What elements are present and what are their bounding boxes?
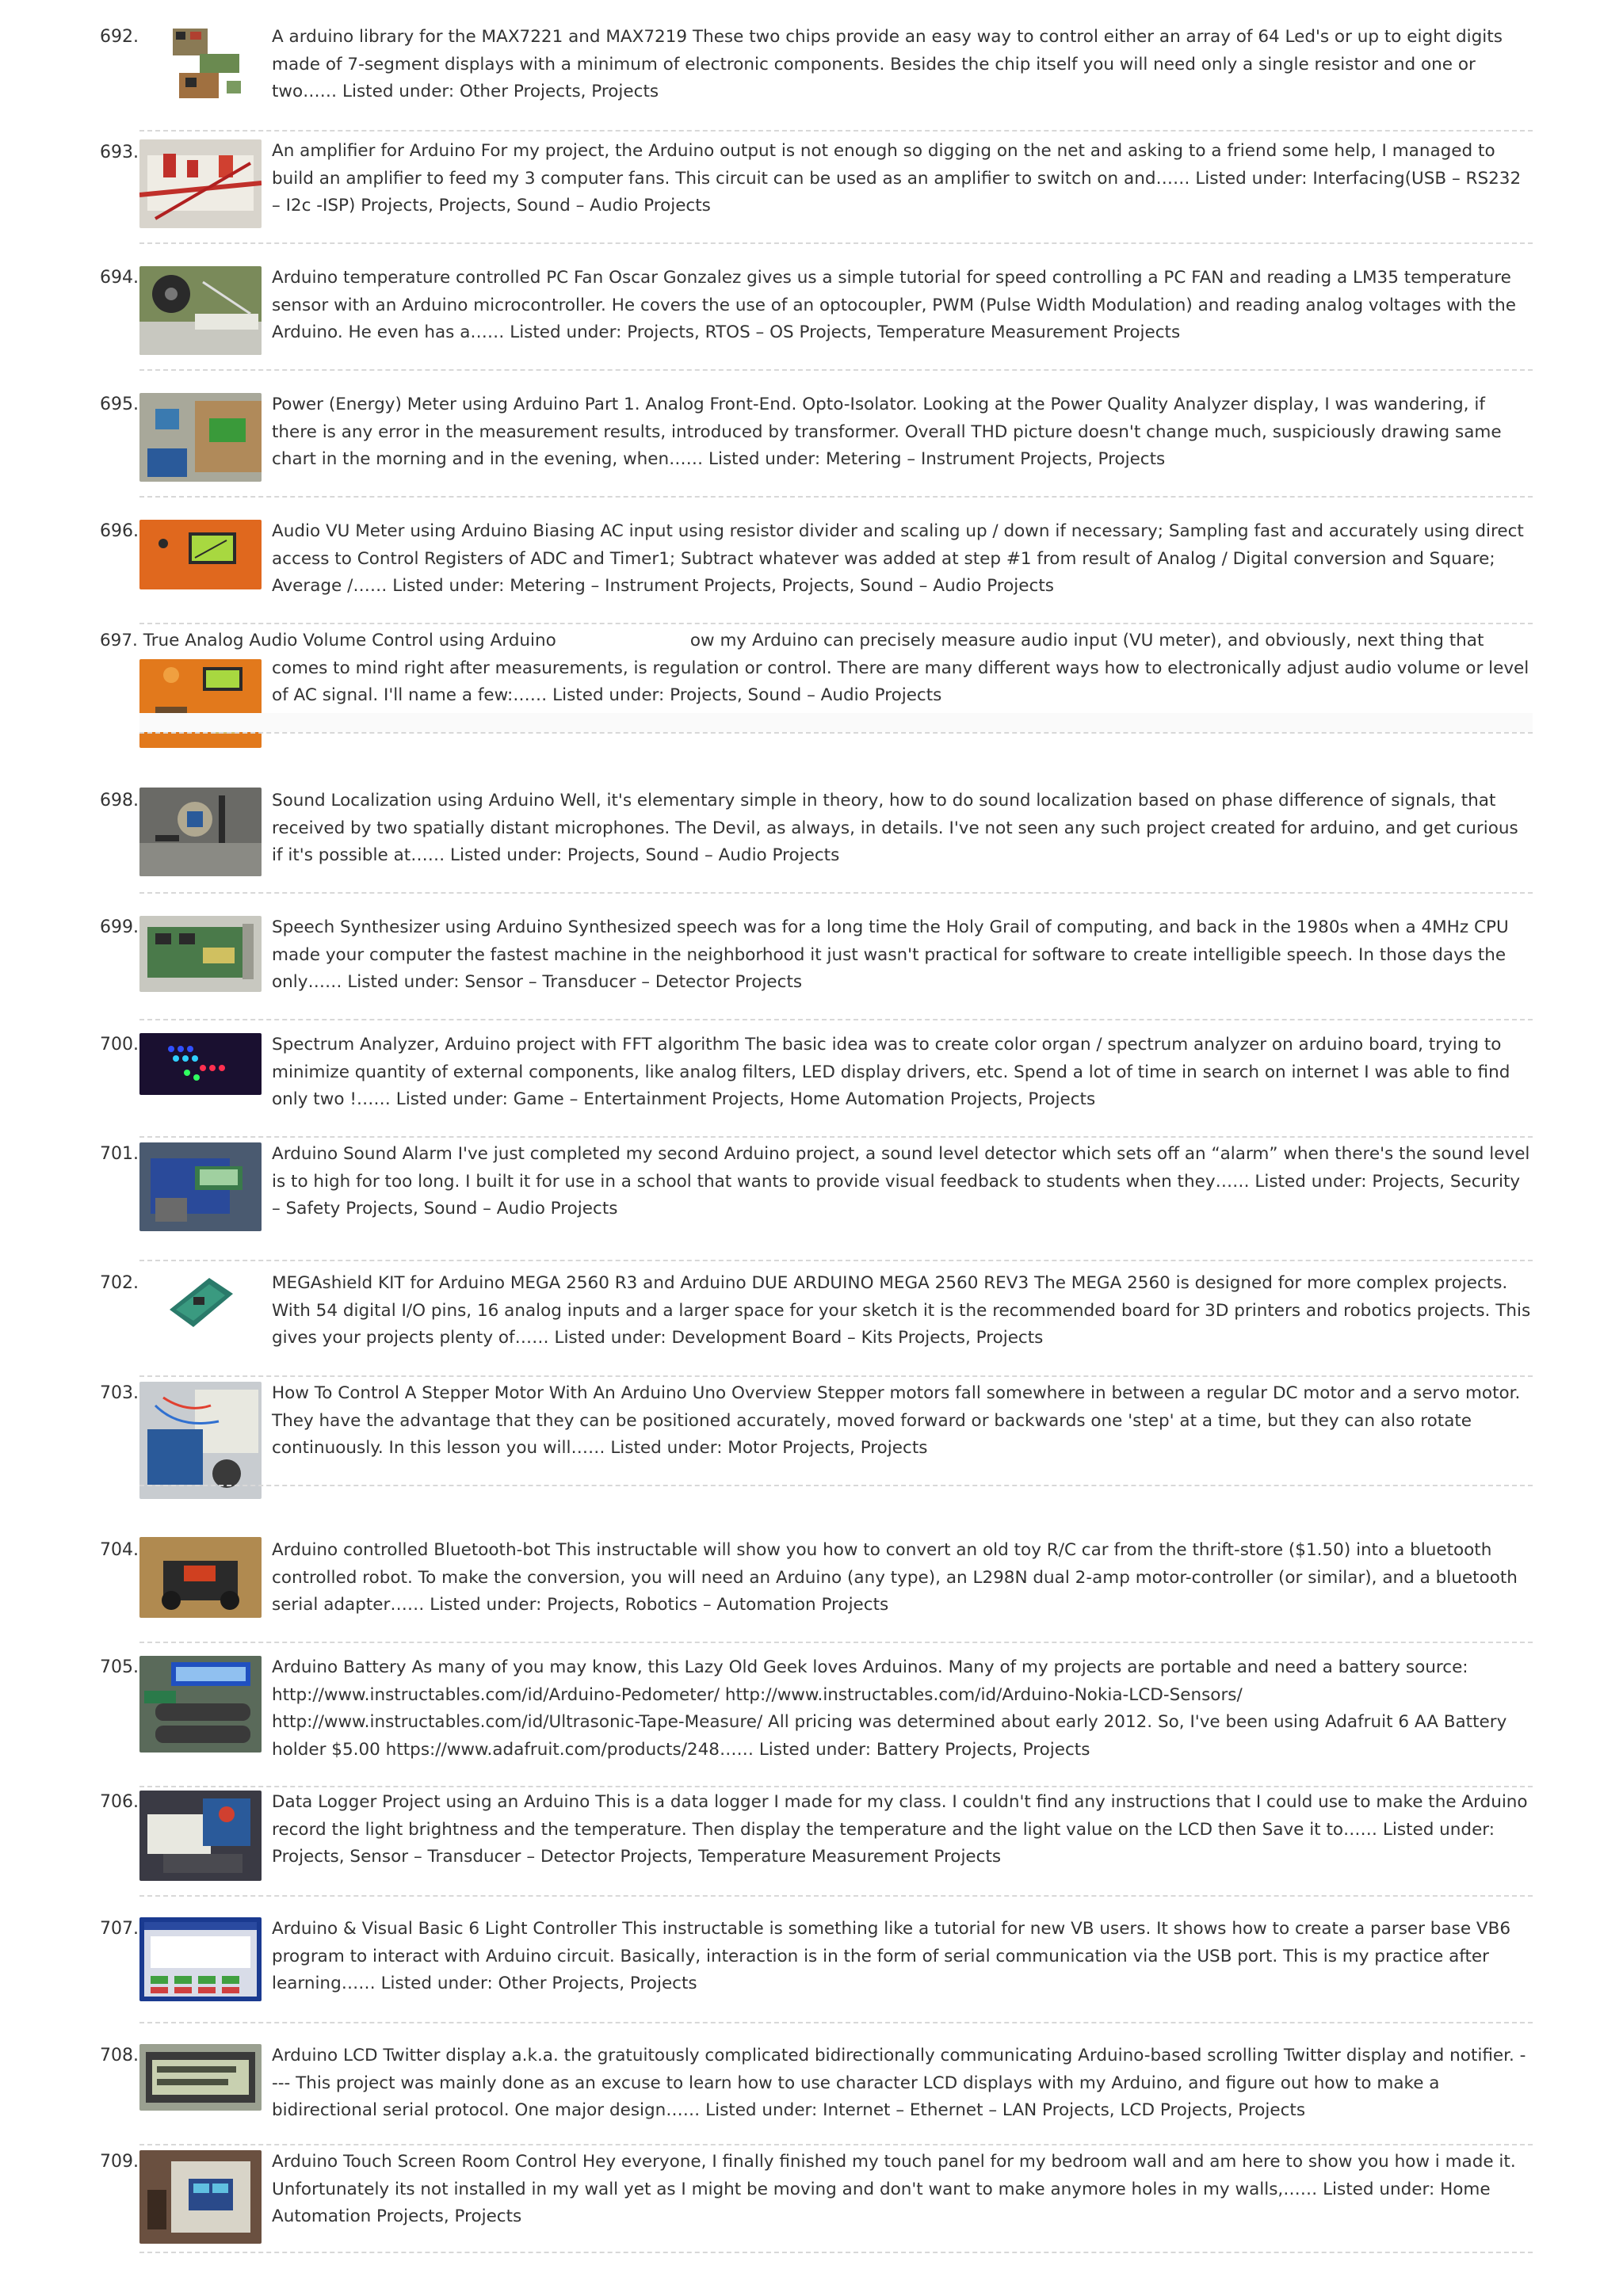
listed-under-label: Listed under: bbox=[758, 1739, 871, 1760]
item-description bbox=[272, 1654, 1532, 1764]
microphones-photo-icon[interactable] bbox=[139, 788, 262, 876]
item-number: 692. bbox=[100, 27, 139, 47]
listed-under-label: Listed under: bbox=[450, 845, 563, 865]
item-title-link[interactable]: Arduino Battery bbox=[272, 1657, 407, 1677]
divider bbox=[139, 1786, 1533, 1787]
item-categories[interactable]: Projects, Security – Safety Projects, Sound – Audio Projects bbox=[272, 1171, 1521, 1219]
item-categories[interactable]: Metering – Instrument Projects, Projects, Sound – Audio Projects bbox=[510, 576, 1054, 596]
item-text: These two chips provide an easy way to control either an array of 64 Led's or up to eight digits made of 7-segment displays with a minimum of electronic components. Besides the chip itself you will need only a single resistor and one or two…… bbox=[272, 27, 1503, 101]
item-categories[interactable]: Projects, Sensor – Transducer – Detector Projects, Temperature Measurement Projects bbox=[272, 1847, 1002, 1867]
divider bbox=[139, 369, 1533, 371]
item-description bbox=[272, 24, 1532, 106]
pc-fan-photo-icon[interactable] bbox=[139, 266, 262, 355]
battery-pack-photo-icon[interactable] bbox=[139, 1656, 262, 1753]
item-number: 703. bbox=[100, 1383, 139, 1403]
item-number: 699. bbox=[100, 917, 139, 937]
item-categories[interactable]: Internet – Ethernet – LAN Projects, LCD Projects, Projects bbox=[823, 2100, 1306, 2120]
item-number: 702. bbox=[100, 1273, 139, 1293]
item-number: 698. bbox=[100, 791, 139, 810]
listed-under-label: Listed under: bbox=[395, 1089, 508, 1109]
divider bbox=[139, 130, 1533, 132]
item-categories[interactable]: Metering – Instrument Projects, Projects bbox=[826, 449, 1166, 469]
item-number: 694. bbox=[100, 268, 139, 288]
item-description bbox=[272, 518, 1532, 601]
touch-panel-photo-icon[interactable] bbox=[139, 2150, 262, 2244]
item-categories[interactable]: Other Projects, Projects bbox=[498, 1974, 697, 1993]
item-title-link[interactable]: True Analog Audio Volume Control using Arduino bbox=[143, 631, 556, 650]
item-number: 693. bbox=[100, 143, 139, 162]
item-number: 706. bbox=[100, 1792, 139, 1812]
item-categories[interactable]: Home Automation Projects, Projects bbox=[272, 2179, 1491, 2226]
divider bbox=[139, 732, 1533, 734]
lcd-display-photo-icon[interactable] bbox=[139, 2044, 262, 2111]
item-description bbox=[272, 138, 1532, 220]
item-categories[interactable]: Other Projects, Projects bbox=[460, 82, 659, 101]
item-categories[interactable]: Game – Entertainment Projects, Home Automation Projects, Projects bbox=[513, 1089, 1096, 1109]
synth-board-photo-icon[interactable] bbox=[139, 916, 262, 992]
item-title-link[interactable]: Spectrum Analyzer, Arduino project with FFT algorithm bbox=[272, 1035, 740, 1055]
divider bbox=[139, 496, 1533, 498]
divider bbox=[139, 1895, 1533, 1897]
divider bbox=[139, 1485, 1533, 1486]
item-text: This is a data logger I made for my class. I couldn't find any instructions that I could use to make the Arduino record the light brightness and the temperature. Then display the temperature and the light value on the LCD then Save it to…… bbox=[272, 1792, 1528, 1840]
item-text: This instructable is something like a tutorial for new VB users. It shows how to create a parser base VB6 program to interact with Arduino circuit. Basically, interaction is in the form of serial communication via the USB port. This is my practice after learning…… bbox=[272, 1919, 1511, 1993]
item-title-link[interactable]: Speech Synthesizer using Arduino bbox=[272, 917, 563, 937]
item-categories[interactable]: Projects, Robotics – Automation Projects bbox=[547, 1595, 889, 1615]
item-title-link[interactable]: Audio VU Meter using Arduino bbox=[272, 521, 528, 541]
item-categories[interactable]: Projects, RTOS – OS Projects, Temperature Measurement Projects bbox=[627, 322, 1181, 342]
divider bbox=[139, 242, 1533, 244]
listed-under-label: Listed under: bbox=[610, 1438, 723, 1458]
item-title-link[interactable]: Power (Energy) Meter using Arduino bbox=[272, 395, 579, 414]
shaded-band bbox=[139, 713, 1533, 732]
data-logger-photo-icon[interactable] bbox=[139, 1791, 262, 1881]
item-text: Synthesized speech was for a long time the Holy Grail of computing, and back in the 1980s when a 4MHz CPU made your computer the fastest machine in the neighborhood it just wasn't practical for software to create intelligible speech. In those days the only…… bbox=[272, 917, 1509, 992]
item-text: Overview Stepper motors fall somewhere in between a regular DC motor and a servo motor. They have the advantage that they can be positioned accurately, moved forward or backwards one 'step' at a time, but they can also rotate continuously. In this lesson you will…… bbox=[272, 1383, 1521, 1458]
item-description bbox=[272, 1380, 1532, 1463]
item-text: The basic idea was to create color organ / spectrum analyzer on arduino board, trying to minimize quantity of external components, like analog filters, LED display drivers, etc. Spend a lot of time in search on internet I was able to find only two !…… bbox=[272, 1035, 1510, 1109]
listed-under-label: Listed under: bbox=[708, 449, 821, 469]
item-title-link[interactable]: Arduino temperature controlled PC Fan bbox=[272, 268, 604, 288]
item-number: 705. bbox=[100, 1657, 139, 1677]
divider bbox=[139, 892, 1533, 894]
item-number: 709. bbox=[100, 2152, 139, 2172]
item-text: ow my Arduino can precisely measure audio input (VU meter), and obviously, next thing that comes to mind right after measurements, is regulation or control. There are many different ways how to electronically adjust audio volume or level of AC signal. I'll name a few:…… bbox=[272, 631, 1529, 705]
item-text: Well, it's elementary simple in theory, how to do sound localization based on phase difference of signals, that received by two spatially distant microphones. The Devil, as always, in details. I've not seen any such project created for arduino, and get curious if it's possible at…… bbox=[272, 791, 1518, 865]
listed-under-label: Listed under: bbox=[342, 82, 455, 101]
item-categories[interactable]: Interfacing(USB – RS232 – I2c -ISP) Projects, Projects, Sound – Audio Projects bbox=[272, 168, 1522, 215]
item-number: 707. bbox=[100, 1919, 139, 1939]
item-text: This instructable will show you how to convert an old toy R/C car from the thrift-store ($1.50) into a bluetooth controlled robot. To make the conversion, you will need an Arduino (any type), an L298N dual 2-amp motor-controller (or similar), and a bluetooth serial adapter…… bbox=[272, 1540, 1518, 1615]
item-description bbox=[272, 1032, 1532, 1114]
power-meter-photo-icon[interactable] bbox=[139, 393, 262, 482]
item-description bbox=[272, 391, 1532, 474]
item-number: 701. bbox=[100, 1144, 139, 1164]
divider bbox=[139, 623, 1533, 624]
vu-meter-photo-icon[interactable] bbox=[139, 520, 262, 589]
item-description bbox=[272, 627, 1532, 710]
item-description bbox=[272, 914, 1532, 997]
item-description bbox=[272, 265, 1532, 347]
item-text: Hey everyone, I finally finished my touch panel for my bedroom wall and am here to show you how i made it. Unfortunately its not installed in my wall yet as I might be moving and don't want to make anymore holes in my walls,…… bbox=[272, 2152, 1516, 2199]
divider bbox=[139, 1019, 1533, 1020]
volume-control-photo-icon[interactable] bbox=[139, 659, 262, 748]
sound-alarm-photo-icon[interactable] bbox=[139, 1142, 262, 1231]
item-title-link[interactable]: Arduino Sound Alarm bbox=[272, 1144, 453, 1164]
item-description bbox=[272, 1789, 1532, 1871]
item-description bbox=[272, 2149, 1532, 2231]
item-text: I've just completed my second Arduino project, a sound level detector which sets off an “alarm” when there's the sound level is to high for too long. I built it for use in a school that wants to provide visual feedback to students when they…… bbox=[272, 1144, 1530, 1192]
item-title-link[interactable]: Arduino Touch Screen Room Control bbox=[272, 2152, 578, 2172]
item-categories[interactable]: Battery Projects, Projects bbox=[876, 1739, 1090, 1760]
item-title-link[interactable]: Arduino & Visual Basic 6 Light Controller bbox=[272, 1919, 617, 1939]
divider bbox=[139, 2252, 1533, 2253]
mega-shield-photo-icon[interactable] bbox=[162, 1270, 238, 1333]
item-number: 696. bbox=[100, 521, 139, 541]
item-description bbox=[272, 788, 1532, 870]
item-description bbox=[272, 1537, 1532, 1619]
led-spectrum-photo-icon[interactable] bbox=[139, 1033, 262, 1095]
item-categories[interactable]: Projects, Sound – Audio Projects bbox=[567, 845, 840, 865]
listed-under-label: Listed under: bbox=[380, 1974, 493, 1993]
breadboard-photo-icon[interactable] bbox=[139, 139, 262, 228]
item-title-link[interactable]: An amplifier for Arduino bbox=[272, 141, 475, 161]
item-description bbox=[272, 1270, 1532, 1352]
listed-under-label: Listed under: bbox=[552, 685, 665, 705]
item-number: 697. bbox=[100, 631, 138, 650]
listed-under-label: Listed under: bbox=[1195, 168, 1308, 189]
listed-under-label: Listed under: bbox=[510, 322, 622, 342]
listed-under-label: Listed under: bbox=[1382, 1819, 1495, 1840]
listed-under-label: Listed under: bbox=[1323, 2179, 1435, 2199]
divider bbox=[139, 1642, 1533, 1643]
item-categories[interactable]: Development Board – Kits Projects, Projects bbox=[671, 1328, 1044, 1348]
item-title-link[interactable]: Arduino controlled Bluetooth-bot bbox=[272, 1540, 551, 1560]
item-text: a.k.a. the gratuitously complicated bidirectionally communicating Arduino-based scrolling Twitter display and notifier. ---- This project was mainly done as an excuse to learn how to use character LCD displays with my Arduino, and figure out how to make a bidirectional serial protocol. One major design…… bbox=[272, 2046, 1526, 2120]
item-number: 695. bbox=[100, 395, 139, 414]
divider bbox=[139, 2022, 1533, 2023]
divider bbox=[139, 1136, 1533, 1138]
vb6-screenshot-icon[interactable] bbox=[139, 1917, 262, 2001]
item-categories[interactable]: Motor Projects, Projects bbox=[727, 1438, 928, 1458]
divider bbox=[139, 1260, 1533, 1261]
item-description bbox=[272, 1916, 1532, 1998]
item-text: As many of you may know, this Lazy Old Geek loves Arduinos. Many of my projects are portable and need a battery source: http://www.instructables.com/id/Arduino-Pedometer/ http://www.instructables.com/id/Arduino-Nokia-LCD-Sensors/ http://www.instructables.com/id/Ultrasonic-Tape-Measure/ All pricing was determined about early 2012. So, I've been using Adafruit 6 AA Battery holder $5.00 https://www.adafruit.com/products/248…… bbox=[272, 1657, 1507, 1760]
item-text: Biasing AC input using resistor divider and scaling up / down if necessary; Sampling fast and accurately using direct access to Control Registers of ADC and Timer1; Subtract whatever was added at step #1 from result of Analog / Digital conversion and Square; Average /…… bbox=[272, 521, 1524, 596]
listed-under-label: Listed under: bbox=[347, 972, 460, 992]
item-text: ARDUINO MEGA 2560 REV3 The MEGA 2560 is designed for more complex projects. With 54 digital I/O pins, 16 analog inputs and a larger space for your sketch it is the recommended board for 3D printers and robotics projects. This gives your projects plenty of…… bbox=[272, 1273, 1531, 1348]
divider bbox=[139, 1375, 1533, 1377]
item-title-link[interactable]: How To Control A Stepper Motor With An Arduino Uno bbox=[272, 1383, 727, 1403]
item-title-link[interactable]: Sound Localization using Arduino bbox=[272, 791, 555, 810]
item-description bbox=[272, 2042, 1532, 2125]
listed-under-label: Listed under: bbox=[1254, 1171, 1367, 1192]
circuit-boards-photo-icon[interactable] bbox=[158, 24, 246, 103]
listed-under-label: Listed under: bbox=[430, 1595, 542, 1615]
item-text: Part 1. Analog Front-End. Opto-Isolator. Looking at the Power Quality Analyzer display, I was wandering, if there is any error in the measurement results, introduced by transformer. Overall THD picture doesn't change much, suspiciously drawing same chart in the morning and in the evening, when…… bbox=[272, 395, 1502, 469]
listed-under-label: Listed under: bbox=[392, 576, 505, 596]
listed-under-label: Listed under: bbox=[705, 2100, 818, 2120]
item-title-link[interactable]: A arduino library for the MAX7221 and MAX7219 bbox=[272, 27, 688, 47]
item-number: 704. bbox=[100, 1540, 139, 1560]
stepper-motor-photo-icon[interactable] bbox=[139, 1382, 262, 1499]
item-description bbox=[272, 1141, 1532, 1223]
item-title-link[interactable]: Data Logger Project using an Arduino bbox=[272, 1792, 590, 1812]
item-title-link[interactable]: MEGAshield KIT for Arduino MEGA 2560 R3 and Arduino DUE bbox=[272, 1273, 789, 1293]
item-title-link[interactable]: Arduino LCD Twitter display bbox=[272, 2046, 506, 2065]
divider bbox=[139, 2144, 1533, 2145]
listed-under-label: Listed under: bbox=[554, 1328, 666, 1348]
item-categories[interactable]: Projects, Sound – Audio Projects bbox=[670, 685, 942, 705]
item-categories[interactable]: Sensor – Transducer – Detector Projects bbox=[464, 972, 803, 992]
item-text: For my project, the Arduino output is not enough so digging on the net and asking to a friend some help, I managed to build an amplifier to feed my 3 computer fans. This circuit can be used as an amplifier to switch on and…… bbox=[272, 141, 1495, 189]
item-number: 708. bbox=[100, 2046, 139, 2065]
bluetooth-bot-photo-icon[interactable] bbox=[139, 1537, 262, 1618]
item-text: Oscar Gonzalez gives us a simple tutorial for speed controlling a PC FAN and reading a LM35 temperature sensor with an Arduino microcontroller. He covers the use of an optocoupler, PWM (Pulse Width Modulation) and reading analog voltages with the Arduino. He even has a…… bbox=[272, 268, 1517, 342]
item-number: 700. bbox=[100, 1035, 139, 1055]
